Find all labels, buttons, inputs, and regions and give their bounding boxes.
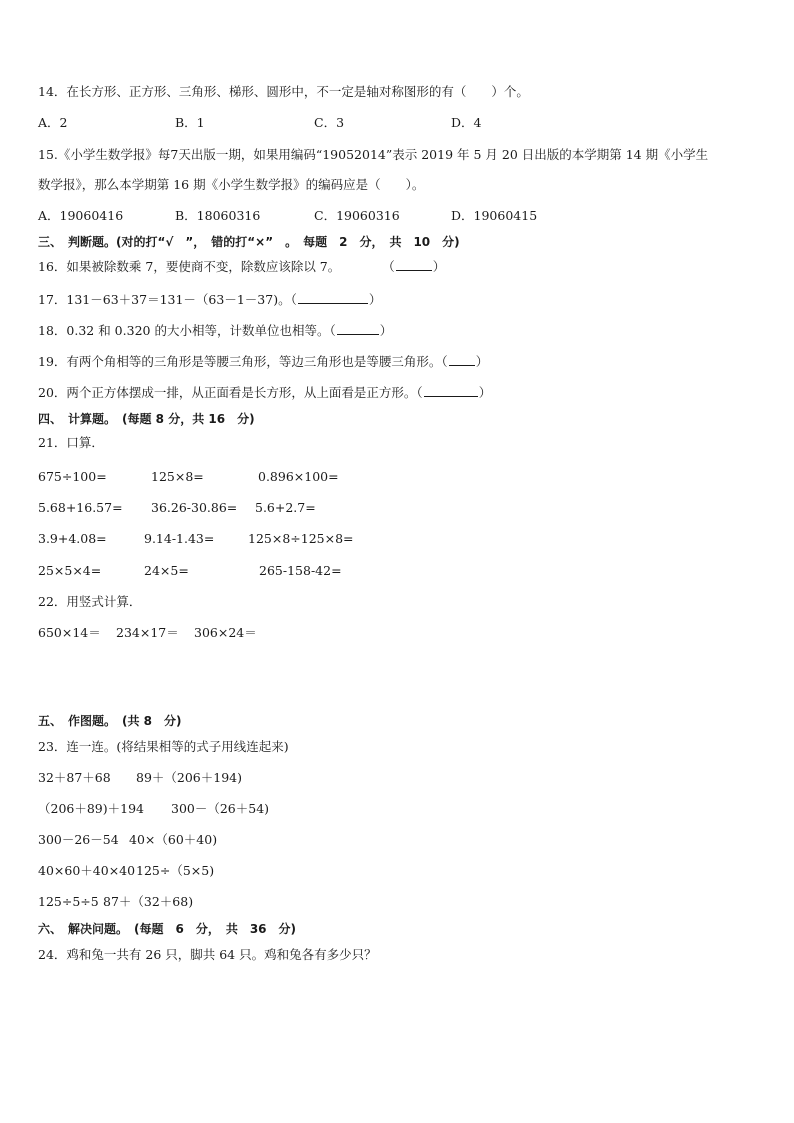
question-19 bbox=[38, 354, 488, 370]
section-5-heading: 五、 作图题。 (共 8 分) bbox=[38, 714, 182, 728]
match-right-item: 300－（26＋54) bbox=[171, 801, 270, 816]
match-right-item: 40×（60＋40) bbox=[129, 832, 218, 847]
answer-close-paren: ） bbox=[475, 354, 489, 369]
answer-close-paren: ） bbox=[432, 259, 446, 274]
question-16 bbox=[38, 259, 445, 275]
question-18 bbox=[38, 323, 392, 339]
question-16-text: 16．如果被除数乘 7，要使商不变，除数应该除以 7。 bbox=[38, 259, 341, 274]
match-left-item: 125÷5÷5 bbox=[38, 894, 99, 909]
answer-open-paren: （ bbox=[416, 385, 423, 400]
calc-item: 3.9+4.08= bbox=[38, 531, 107, 546]
answer-close-paren: ） bbox=[478, 385, 492, 400]
calc-item: 5.68+16.57= bbox=[38, 500, 123, 515]
match-right-item: 87＋（32＋68) bbox=[103, 894, 194, 909]
question-15-stem-line-2: 数学报》，那么本学期第 16 期《小学生数学报》的编码应是（ ）。 bbox=[38, 177, 425, 192]
calc-item: 265-158-42= bbox=[259, 563, 342, 578]
question-20-text: 20．两个正方体摆成一排，从正面看是长方形，从上面看是正方形。 bbox=[38, 385, 417, 400]
answer-open-paren: （ bbox=[382, 259, 395, 274]
calc-item: 125×8= bbox=[151, 469, 204, 484]
question-17 bbox=[38, 292, 381, 308]
match-right-item: 89＋（206＋194) bbox=[136, 770, 242, 785]
match-left-item: 40×60＋40×40 bbox=[38, 863, 136, 878]
answer-blank[interactable] bbox=[298, 292, 368, 304]
match-right-item: 125÷（5×5) bbox=[136, 863, 215, 878]
question-24: 24．鸡和兔一共有 26 只，脚共 64 只。鸡和兔各有多少只？ bbox=[38, 947, 377, 962]
match-left-item: （206＋89)＋194 bbox=[38, 801, 144, 816]
question-22-title: 22．用竖式计算． bbox=[38, 594, 142, 609]
calc-item: 36.26-30.86= bbox=[151, 500, 238, 515]
answer-blank[interactable] bbox=[424, 385, 478, 397]
calc-item: 24×5= bbox=[144, 563, 189, 578]
q14-option-a: A．2 bbox=[38, 115, 68, 130]
calc-item: 675÷100= bbox=[38, 469, 107, 484]
vertical-calc-item: 650×14＝ bbox=[38, 625, 101, 640]
question-23-title: 23．连一连。(将结果相等的式子用线连起来) bbox=[38, 739, 289, 754]
section-4-heading: 四、 计算题。 (每题 8 分，共 16 分) bbox=[38, 412, 255, 426]
q15-option-d: D．19060415 bbox=[451, 208, 538, 223]
q15-option-c: C．19060316 bbox=[314, 208, 400, 223]
question-19-text: 19．有两个角相等的三角形是等腰三角形，等边三角形也是等腰三角形。 bbox=[38, 354, 442, 369]
question-17-text: 17．131－63＋37＝131－（63－1－37)。 bbox=[38, 292, 291, 307]
q15-option-b: B．18060316 bbox=[175, 208, 261, 223]
question-20 bbox=[38, 385, 491, 401]
q14-option-d: D．4 bbox=[451, 115, 482, 130]
match-left-item: 32＋87＋68 bbox=[38, 770, 111, 785]
calc-item: 125×8÷125×8= bbox=[248, 531, 354, 546]
answer-blank[interactable] bbox=[449, 354, 475, 366]
vertical-calc-item: 306×24＝ bbox=[194, 625, 257, 640]
answer-open-paren: （ bbox=[290, 292, 297, 307]
calc-item: 25×5×4= bbox=[38, 563, 102, 578]
q14-option-c: C．3 bbox=[314, 115, 345, 130]
section-6-heading: 六、 解决问题。 (每题 6 分， 共 36 分) bbox=[38, 922, 297, 936]
answer-close-paren: ） bbox=[368, 292, 382, 307]
calc-item: 5.6+2.7= bbox=[255, 500, 316, 515]
answer-open-paren: （ bbox=[329, 323, 336, 338]
question-21-title: 21．口算． bbox=[38, 435, 104, 450]
answer-open-paren: （ bbox=[441, 354, 448, 369]
section-3-heading: 三、 判断题。(对的打“√ ”， 错的打“×” 。 每题 2 分， 共 10 分) bbox=[38, 235, 460, 249]
question-15-stem-line-1: 15.《小学生数学报》每7天出版一期，如果用编码“19052014”表示 2019 年 5 月 20 日出版的本学期第 14 期《小学生 bbox=[38, 147, 709, 162]
answer-close-paren: ） bbox=[379, 323, 393, 338]
q14-option-b: B．1 bbox=[175, 115, 205, 130]
q15-option-a: A．19060416 bbox=[38, 208, 124, 223]
calc-item: 9.14-1.43= bbox=[144, 531, 215, 546]
vertical-calc-item: 234×17＝ bbox=[116, 625, 179, 640]
answer-blank[interactable] bbox=[396, 259, 432, 271]
answer-blank[interactable] bbox=[337, 323, 379, 335]
calc-item: 0.896×100= bbox=[258, 469, 339, 484]
match-left-item: 300－26－54 bbox=[38, 832, 119, 847]
question-14-stem: 14．在长方形、正方形、三角形、梯形、圆形中，不一定是轴对称图形的有（ ）个。 bbox=[38, 84, 529, 99]
question-18-text: 18．0.32 和 0.320 的大小相等，计数单位也相等。 bbox=[38, 323, 330, 338]
